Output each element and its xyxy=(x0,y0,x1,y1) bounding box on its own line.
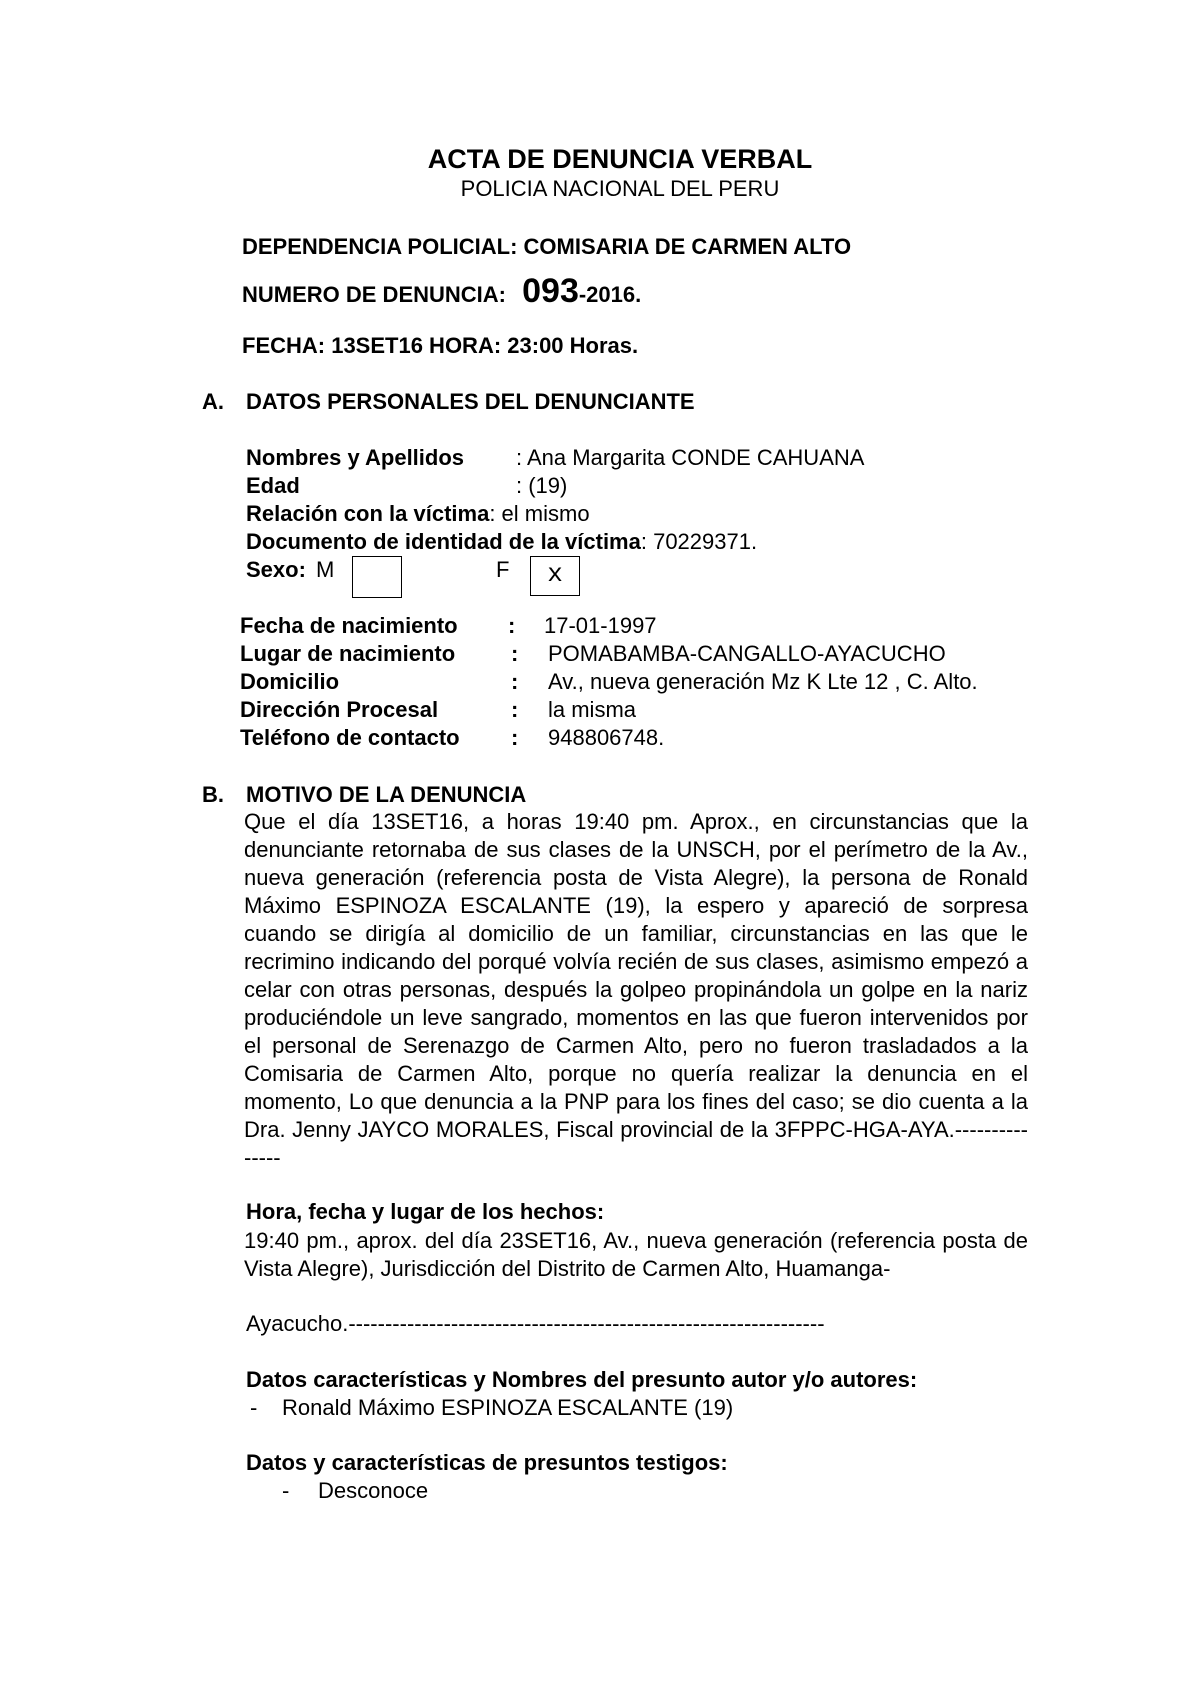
section-a-heading: DATOS PERSONALES DEL DENUNCIANTE xyxy=(246,389,695,414)
numero-denuncia-suffix: -2016. xyxy=(578,282,642,307)
documento-label: Documento de identidad de la víctima xyxy=(246,529,641,554)
telefono-label: Teléfono de contacto xyxy=(240,725,460,750)
domicilio-colon: : xyxy=(511,669,519,694)
section-b-heading: MOTIVO DE LA DENUNCIA xyxy=(246,782,527,807)
testigos-heading: Datos y características de presuntos testigos: xyxy=(246,1450,728,1475)
numero-denuncia-label: NUMERO DE DENUNCIA: xyxy=(242,282,506,307)
telefono-colon: : xyxy=(511,725,519,750)
hechos-tail: Ayacucho.----------------------------------------------------------------- xyxy=(246,1311,825,1336)
direccion-procesal-label: Dirección Procesal xyxy=(240,697,439,722)
motivo-body: Que el día 13SET16, a horas 19:40 pm. Aprox., en circunstancias que la denunciante retornaba de sus clases de la UNSCH, por el perímetro de la Av., nueva generación (referencia posta de Vista Alegre), la persona de Ronald Máximo ESPINOZA ESCALANTE (19), la espero y apareció de sorpresa cuando se dirigía al domicilio de un familiar, circunstancias en las que le recrimino indicando del porqué volvía recién de sus clases, asimismo empezó a celar con otras personas, después la golpeo propinándola un golpe en la nariz produciéndole un leve sangrado, momentos en las que fueron intervenidos por el personal de Serenazgo de Carmen Alto, pero no fueron trasladados a la Comisaria de Carmen Alto, porque no quería realizar la denuncia en el momento, Lo que denuncia a la PNP para los fines del caso; se dio cuenta a la Dra. Jenny JAYCO MORALES, Fiscal provincial de la 3FPPC-HGA-AYA.--------------- xyxy=(244,809,1028,1170)
numero-denuncia-value: 093 xyxy=(522,272,579,310)
domicilio-value: Av., nueva generación Mz K Lte 12 , C. Alto. xyxy=(548,669,978,694)
autor-heading: Datos características y Nombres del presunto autor y/o autores: xyxy=(246,1367,918,1392)
fecha-nacimiento-label: Fecha de nacimiento xyxy=(240,613,458,638)
sexo-f-checkbox: x xyxy=(530,556,580,596)
hechos-body: 19:40 pm., aprox. del día 23SET16, Av., nueva generación (referencia posta de Vista Alegre), Jurisdicción del Distrito de Carmen Alto, Huamanga- xyxy=(244,1228,1028,1281)
edad-value: : (19) xyxy=(516,473,568,498)
lugar-nacimiento-label: Lugar de nacimiento xyxy=(240,641,456,666)
documento-row xyxy=(246,529,757,555)
lugar-nacimiento-value: POMABAMBA-CANGALLO-AYACUCHO xyxy=(548,641,946,666)
fecha-nacimiento-value: 17-01-1997 xyxy=(544,613,657,638)
domicilio-label: Domicilio xyxy=(240,669,340,694)
numero-denuncia xyxy=(242,272,641,311)
autor-dash: - xyxy=(250,1395,258,1420)
edad-label: Edad xyxy=(246,473,300,498)
lugar-nacimiento-colon: : xyxy=(511,641,519,666)
telefono-value: 948806748. xyxy=(548,725,665,750)
relacion-row xyxy=(246,501,590,527)
section-a-marker: A. xyxy=(202,389,224,414)
relacion-label: Relación con la víctima xyxy=(246,501,490,526)
section-b-marker: B. xyxy=(202,782,224,807)
nombres-value: : Ana Margarita CONDE CAHUANA xyxy=(516,445,865,470)
fecha-nacimiento-colon: : xyxy=(508,613,516,638)
autor-item: Ronald Máximo ESPINOZA ESCALANTE (19) xyxy=(282,1395,734,1420)
document-title: ACTA DE DENUNCIA VERBAL xyxy=(427,144,813,174)
direccion-procesal-colon: : xyxy=(511,697,519,722)
dependencia-policial: DEPENDENCIA POLICIAL: COMISARIA DE CARMEN ALTO xyxy=(242,234,852,259)
relacion-value: : el mismo xyxy=(489,501,590,526)
sexo-label: Sexo: xyxy=(246,557,306,582)
sexo-f-label: F xyxy=(496,557,510,582)
nombres-label: Nombres y Apellidos xyxy=(246,445,465,470)
fecha-hora: FECHA: 13SET16 HORA: 23:00 Horas. xyxy=(242,333,639,358)
documento-value: : 70229371. xyxy=(640,529,758,554)
sexo-m-checkbox xyxy=(352,556,402,598)
hechos-heading: Hora, fecha y lugar de los hechos: xyxy=(246,1199,605,1224)
testigos-dash: - xyxy=(282,1478,290,1503)
direccion-procesal-value: la misma xyxy=(548,697,637,722)
sexo-m-label: M xyxy=(316,557,335,582)
document-subtitle: POLICIA NACIONAL DEL PERU xyxy=(460,176,780,201)
testigos-item: Desconoce xyxy=(318,1478,429,1503)
